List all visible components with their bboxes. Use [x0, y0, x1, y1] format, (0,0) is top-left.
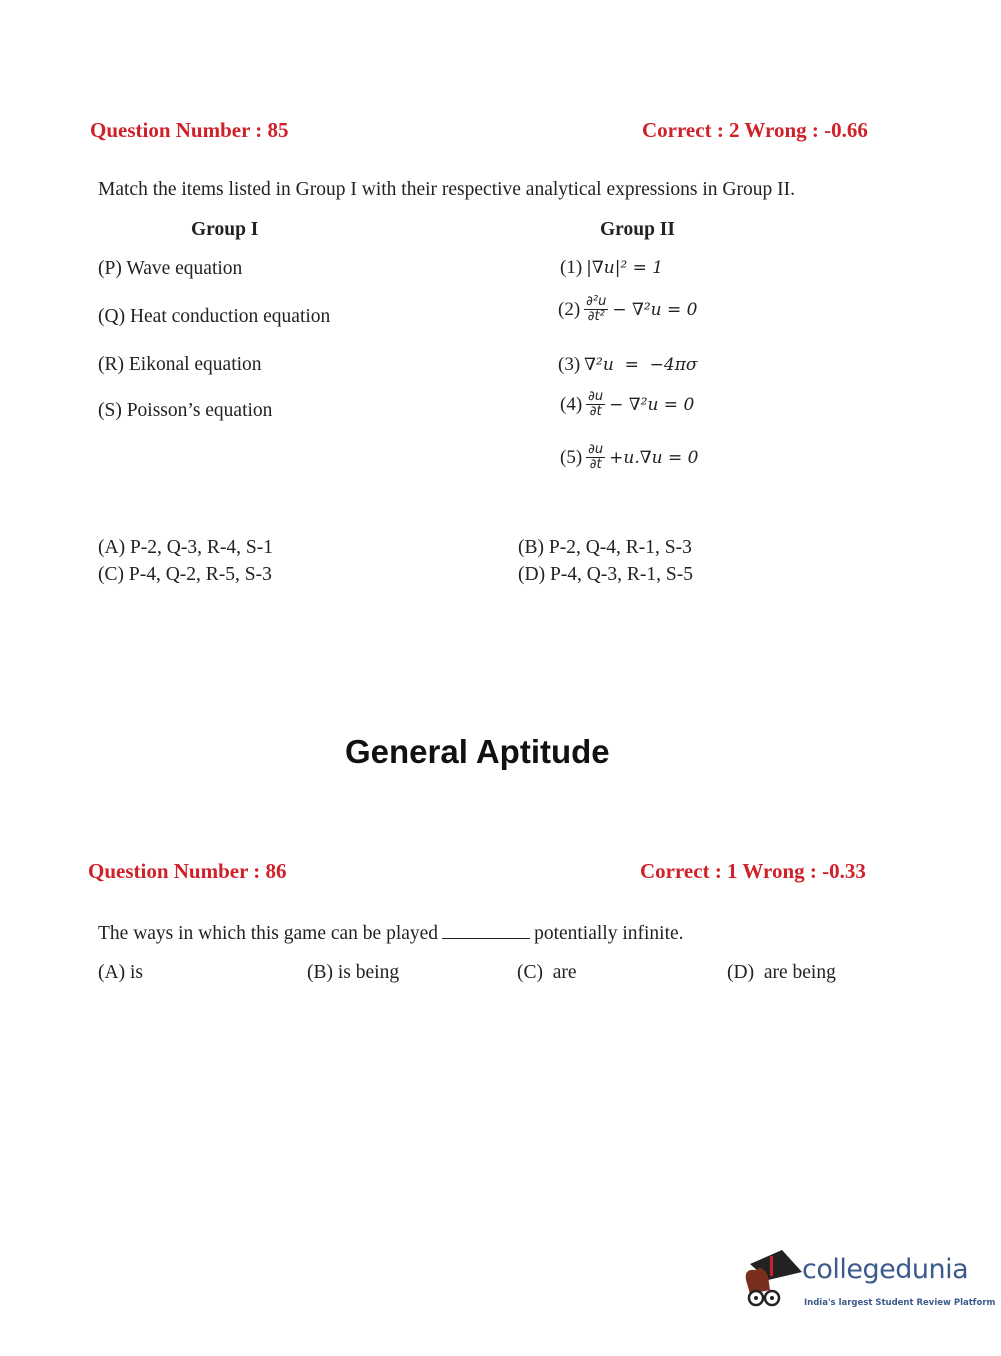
q86-option-d[interactable]: (D) are being — [727, 962, 836, 983]
group2-item — [560, 390, 694, 420]
fraction — [584, 295, 608, 325]
group1-item: (S) Poisson’s equation — [98, 400, 273, 421]
prompt-before: The ways in which this game can be played — [98, 923, 439, 944]
group2-expression: |∇u|² = 1 — [586, 258, 664, 278]
q86-marks: Correct : 1 Wrong : -0.33 — [640, 859, 866, 883]
q85-option-a[interactable]: (A) P-2, Q-3, R-4, S-1 — [98, 537, 273, 558]
group1-item: (P) Wave equation — [98, 258, 243, 279]
group2-expression: +u.∇u = 0 — [609, 447, 699, 468]
q85-prompt: Match the items listed in Group I with their respective analytical expressions in Group II. — [98, 179, 795, 200]
numerator: ∂²u — [586, 294, 607, 309]
group2-label: (1) — [560, 257, 583, 278]
denominator: ∂t — [589, 457, 602, 473]
group2-label: (2) — [558, 298, 581, 320]
q85-option-d[interactable]: (D) P-4, Q-3, R-1, S-5 — [518, 564, 693, 585]
q86-option-c[interactable]: (C) are — [517, 962, 577, 983]
answer-blank — [442, 938, 530, 939]
q85-option-c[interactable]: (C) P-4, Q-2, R-5, S-3 — [98, 564, 272, 585]
q85-marks: Correct : 2 Wrong : -0.66 — [642, 118, 868, 142]
collegedunia-logo — [742, 1250, 996, 1320]
group2-item — [560, 443, 698, 473]
group2-label: (5) — [560, 446, 583, 468]
group2-header: Group II — [600, 219, 675, 240]
group1-header: Group I — [191, 219, 259, 240]
fraction — [586, 443, 605, 473]
logo-tagline: India's largest Student Review Platform — [804, 1298, 996, 1308]
group1-item: (Q) Heat conduction equation — [98, 306, 331, 327]
group2-expression: − ∇²u = 0 — [612, 299, 698, 320]
denominator: ∂t² — [587, 309, 605, 325]
q86-number: Question Number : 86 — [88, 859, 287, 883]
group1-item: (R) Eikonal equation — [98, 354, 262, 375]
group2-expression: ∇²u = −4πσ — [584, 355, 698, 375]
q85-number: Question Number : 85 — [90, 118, 289, 142]
logo-wordmark: collegedunia — [802, 1254, 969, 1285]
group2-item — [560, 257, 663, 279]
group2-expression: − ∇²u = 0 — [609, 394, 695, 415]
prompt-after: potentially infinite. — [534, 923, 684, 944]
q86-option-b[interactable]: (B) is being — [307, 962, 400, 983]
q86-option-a[interactable]: (A) is — [98, 962, 143, 983]
group2-label: (4) — [560, 393, 583, 415]
group2-item — [558, 295, 698, 325]
numerator: ∂u — [588, 389, 604, 404]
group2-item — [558, 354, 698, 376]
denominator: ∂t — [589, 404, 602, 420]
q85-option-b[interactable]: (B) P-2, Q-4, R-1, S-3 — [518, 537, 692, 558]
q86-prompt — [98, 923, 684, 945]
mascot-icon — [742, 1250, 804, 1316]
numerator: ∂u — [588, 442, 604, 457]
fraction — [586, 390, 605, 420]
section-title: General Aptitude — [345, 733, 610, 770]
group2-label: (3) — [558, 354, 581, 375]
